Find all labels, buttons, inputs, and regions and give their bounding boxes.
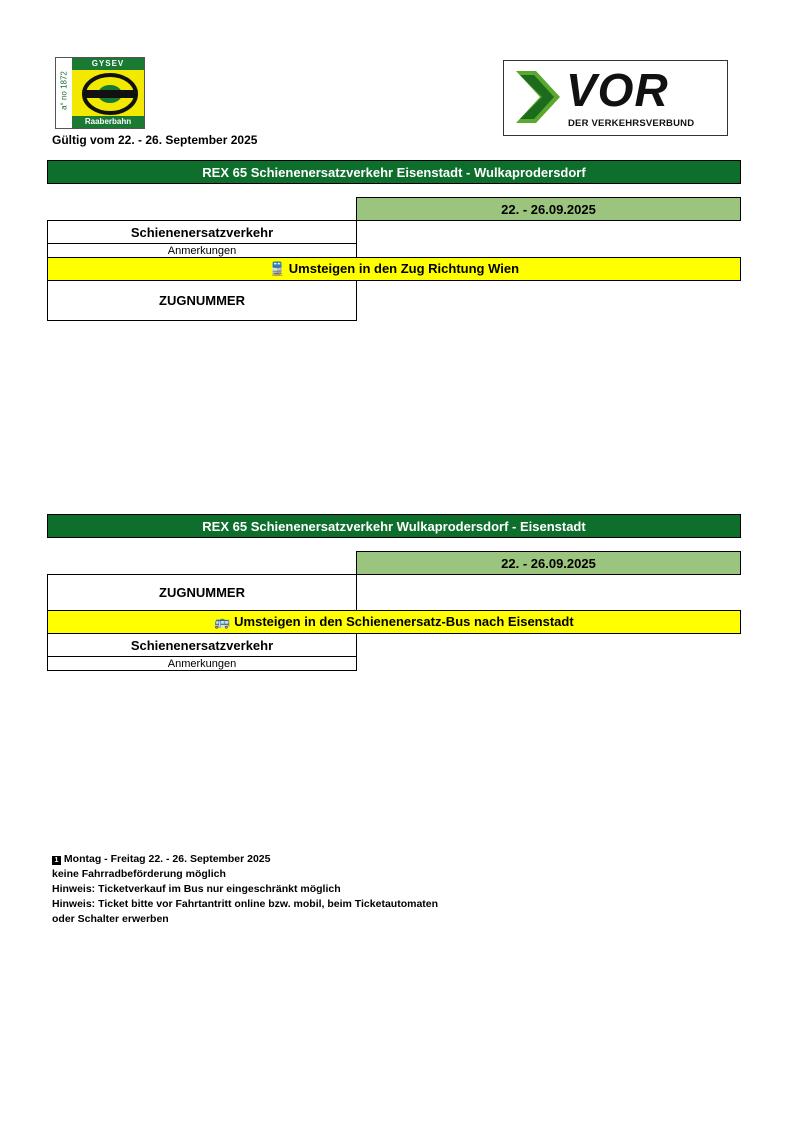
footnote-text: Montag - Freitag 22. - 26. September 2025 [63,853,271,865]
train-icon: 🚆 [268,261,286,276]
gysev-wheel-icon [78,72,142,116]
vor-chevron-icon [514,69,564,125]
transfer-banner [48,258,741,281]
bus-header: Schienenersatzverkehr [48,634,357,657]
bus-icon: 🚌 [214,614,231,629]
vor-wordmark: VOR [566,64,669,116]
transfer-text: Umsteigen in den Schienenersatz-Bus nach Eisenstadt [234,614,574,629]
timetable-wulkaprodersdorf-eisenstadt [47,514,741,671]
train-number-header: ZUGNUMMER [48,281,357,321]
timetable-eisenstadt-wulkaprodersdorf [47,160,741,321]
date-header: 22. - 26.09.2025 [357,552,741,575]
transfer-text: Umsteigen in den Zug Richtung Wien [288,261,520,276]
gysev-logo [55,57,145,129]
date-header: 22. - 26.09.2025 [357,198,741,221]
gysev-logo-top: GYSEV [72,58,144,70]
remarks-label: Anmerkungen [48,657,357,671]
train-number-header: ZUGNUMMER [48,575,357,611]
vor-logo [503,60,728,136]
gysev-logo-bottom: Raaberbahn [72,116,144,128]
footnote-text: oder Schalter erwerben [52,913,169,925]
footnote-text: Hinweis: Ticketverkauf im Bus nur eingeschränkt möglich [52,883,341,895]
footnote-marker-line [52,852,438,867]
gysev-year: a° no 1872 [59,71,69,110]
table-title: REX 65 Schienenersatzverkehr Wulkaprodersdorf - Eisenstadt [48,515,741,538]
transfer-banner [48,611,741,634]
footnote-text: Hinweis: Ticket bitte vor Fahrtantritt online bzw. mobil, beim Ticketautomaten [52,898,439,910]
vor-subtitle: DER VERKEHRSVERBUND [568,118,695,129]
table-title: REX 65 Schienenersatzverkehr Eisenstadt - Wulkaprodersdorf [48,161,741,184]
bus-header: Schienenersatzverkehr [48,221,357,244]
remarks-label: Anmerkungen [48,244,357,258]
marker-icon: 1 [52,856,61,865]
validity-text: Gültig vom 22. - 26. September 2025 [52,133,258,147]
footnotes [52,852,438,927]
footnote-text: keine Fahrradbeförderung möglich [52,868,226,880]
